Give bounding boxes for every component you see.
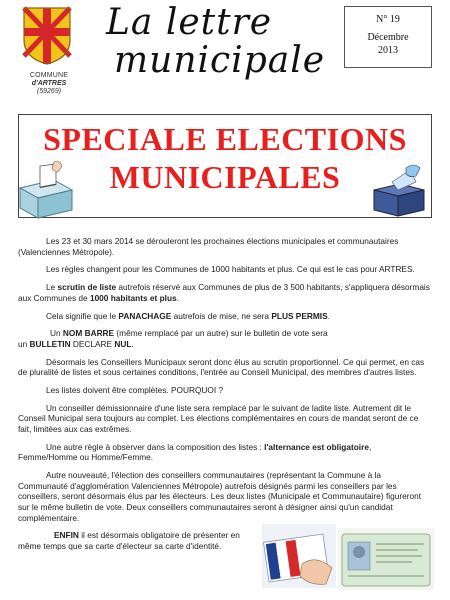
commune-crest-icon xyxy=(22,6,72,66)
ballot-urn-icon xyxy=(366,160,436,220)
paragraph-5: Un NOM BARRE (même remplacé par un autre) sur le bulletin de vote sera un BULLETIN DECLARE NUL. xyxy=(18,328,328,349)
paragraph-1: Les 23 et 30 mars 2014 se dérouleront les prochaines élections municipales et communautaires (Valenciennes Métropole). xyxy=(18,236,399,257)
newsletter-title-line1: La lettre xyxy=(106,2,273,43)
alternance-text: l'alternance est obligatoire xyxy=(264,441,369,452)
issue-box xyxy=(344,6,432,68)
issue-month: Décembre xyxy=(367,32,409,43)
paragraph-2: Les règles changent pour les Communes de 1000 habitants et plus. Ce qui est le cas pour ARTRES. xyxy=(46,264,415,275)
ballot-box-icon xyxy=(10,160,80,220)
nul-text: NUL xyxy=(114,338,132,349)
bulletin-text: BULLETIN xyxy=(29,338,71,349)
panachage-text: PANACHAGE xyxy=(118,310,172,321)
paragraph-7: Les listes doivent être complètes. POURQUOI ? xyxy=(46,385,224,396)
article-body xyxy=(18,236,430,559)
nom-barre-text: NOM BARRE xyxy=(62,328,115,339)
newsletter-title-line2: municipale xyxy=(114,40,326,81)
commune-name: d'ARTRES xyxy=(31,80,67,87)
plus-permis-text: PLUS PERMIS xyxy=(271,310,328,321)
paragraph-6: Désormais les Conseillers Municipaux seront donc élus au scrutin proportionnel. Ce qui permet, en cas de pluralité de listes et sous certaines conditions, l'entrée au Conseil Municipal, des membres d'autres listes. xyxy=(18,356,425,378)
id-card-photo xyxy=(338,528,434,590)
paragraph-9: Une autre règle à observer dans la composition des listes : l'alternance est obligatoire, Femme/Homme ou Homme/Femme. xyxy=(18,441,372,463)
voter-card-photo xyxy=(262,524,336,588)
1000-habitants-text: 1000 habitants et plus xyxy=(89,292,177,303)
banner-line1: SPECIALE ELECTIONS xyxy=(43,121,407,157)
paragraph-11: ENFIN il est désormais obligatoire de présenter en même temps que sa carte d'électeur sa carte d'identité. xyxy=(18,530,240,551)
issue-number: N° 19 xyxy=(376,14,400,25)
commune-code: (59269) xyxy=(36,88,62,95)
commune-word: COMMUNE xyxy=(29,72,69,79)
paragraph-4: Cela signifie que le PANACHAGE autrefois de mise, ne sera PLUS PERMIS. xyxy=(46,310,330,321)
enfin-text: ENFIN xyxy=(54,530,79,541)
banner-line2: MUNICIPALES xyxy=(109,159,341,195)
commune-label xyxy=(14,72,84,96)
paragraph-8: Un conseiller démissionnaire d'une liste sera remplacé par le suivant de ladite liste. Autrement dit le Conseil Municipal sera toujours au complet. Les élections complémentaires en cours de mandat seront de ce fait, limitées aux cas extrêmes. xyxy=(18,402,419,435)
issue-year: 2013 xyxy=(378,45,398,56)
scrutin-de-liste-text: scrutin de liste xyxy=(57,282,117,293)
paragraph-3: Le scrutin de liste autrefois réservé aux Communes de plus de 3 500 habitants, s'appliquera désormais aux Communes de 1000 habitants et plus. xyxy=(18,282,430,303)
paragraph-10: Autre nouveauté, l'élection des conseillers communautaires (représentant la Commune à la Communauté d'agglomération Valenciennes Métropole) autrefois désignés parmi les conseillers par les conseillers, seront désormais élus par les électeurs. Les deux listes (Municipale et Communautaire) figureront sur le même bulletin de vote. Deux conseillers communautaires seront à désigner ainsi qu'un candidat complémentaire. xyxy=(18,470,422,523)
